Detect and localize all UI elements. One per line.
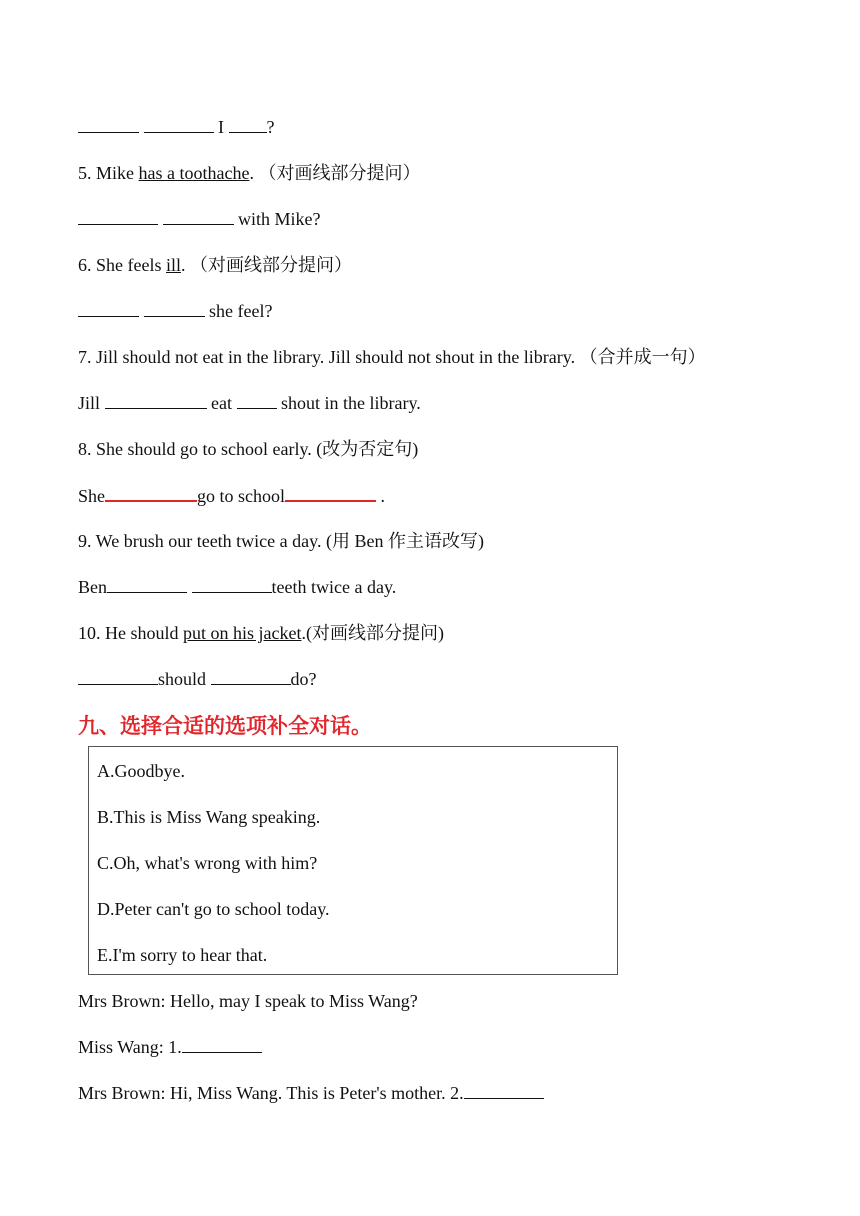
answer-line-8: She go to school . [78,486,385,506]
section-heading: 九、选择合适的选项补全对话。 [78,714,372,738]
blank[interactable] [237,392,277,409]
answer-line-9: Ben teeth twice a day. [78,577,397,597]
question-10: 10. He should put on his jacket.(对画线部分提问) [78,623,444,643]
blank[interactable] [464,1082,544,1099]
blank[interactable] [211,668,291,685]
blank[interactable] [182,1036,262,1053]
question-5: 5. Mike has a toothache. （对画线部分提问） [78,163,421,183]
option-b: B.This is Miss Wang speaking. [97,807,321,827]
question-6: 6. She feels ill. （对画线部分提问） [78,255,352,275]
option-c: C.Oh, what's wrong with him? [97,853,318,873]
option-d: D.Peter can't go to school today. [97,899,330,919]
blank[interactable] [163,208,234,225]
question-7: 7. Jill should not eat in the library. Jill should not shout in the library. （合并成一句） [78,347,706,367]
blank-red[interactable] [105,484,197,502]
options-box [88,746,618,975]
blank[interactable] [192,576,272,593]
answer-line-5: with Mike? [78,208,321,230]
blank[interactable] [144,300,205,317]
blank[interactable] [78,668,158,685]
blank[interactable] [144,116,214,133]
blank[interactable] [78,116,139,133]
answer-line-10: should do? [78,668,317,690]
option-e: E.I'm sorry to hear that. [97,945,268,965]
blank[interactable] [78,208,158,225]
underlined-phrase: ill [165,255,181,275]
question-8: 8. She should go to school early. (改为否定句) [78,439,419,459]
dialogue-line-1: Mrs Brown: Hello, may I speak to Miss Wang? [78,991,418,1011]
dialogue-line-3: Mrs Brown: Hi, Miss Wang. This is Peter's mother. 2. [78,1082,544,1104]
underlined-phrase: has a toothache [138,163,250,183]
blank[interactable] [229,116,267,133]
blank[interactable] [105,392,207,409]
blank[interactable] [78,300,139,317]
underlined-phrase: put on his jacket [183,623,302,643]
blank-red[interactable] [285,484,376,502]
option-a: A.Goodbye. [97,761,185,781]
dialogue-line-2: Miss Wang: 1. [78,1036,262,1058]
question-9: 9. We brush our teeth twice a day. (用 Ben 作主语改写) [78,531,484,551]
answer-line-4: I ? [78,116,275,138]
blank[interactable] [107,576,187,593]
answer-line-7: Jill eat shout in the library. [78,393,421,413]
answer-line-6: she feel? [78,300,272,322]
